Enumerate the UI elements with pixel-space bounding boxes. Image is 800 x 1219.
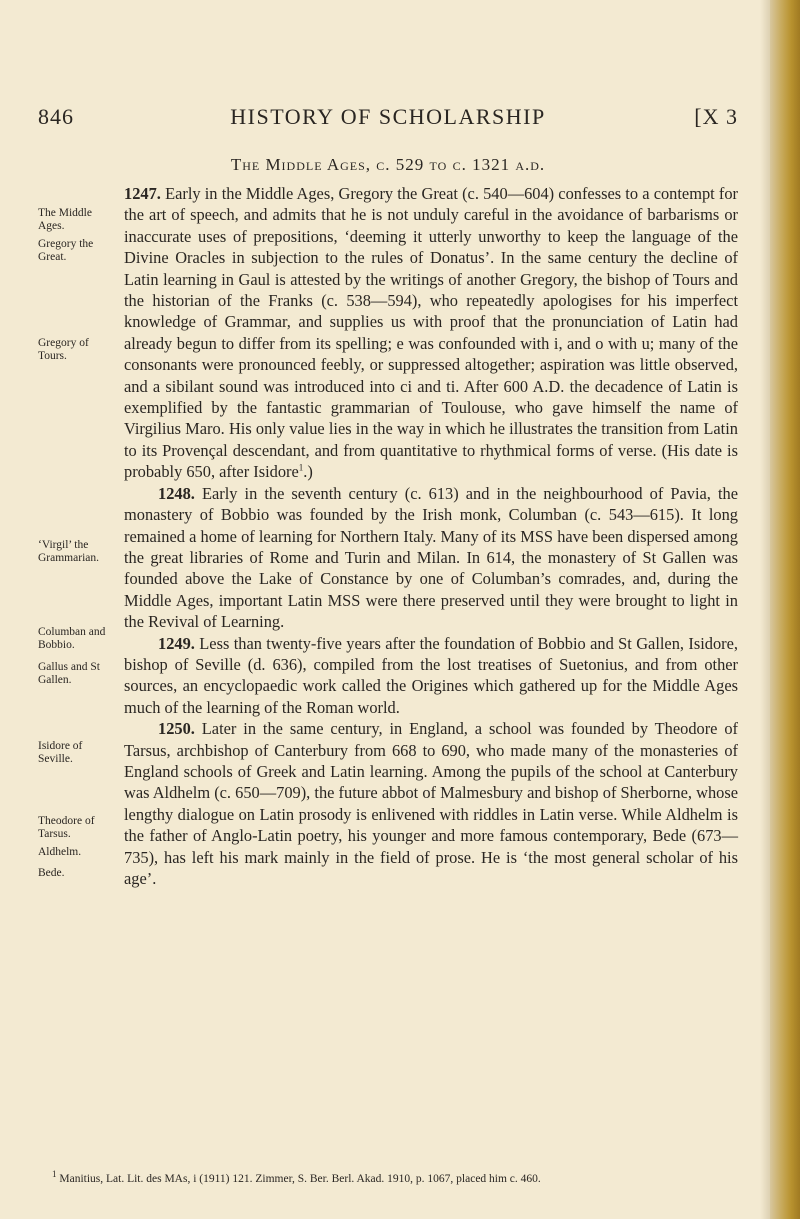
paragraph-text-1248: Early in the seventh century (c. 613) and in the neighbourhood of Pavia, the monastery of Bobbio was founded by the Irish monk, Columban (c. 543—615). It long remained a home of learning for Northern Italy. Many of its MSS have been dispersed among the great libraries of Rome and Turin and Milan. In 614, the monastery of St Gallen was founded above the Lake of Constance by one of Columban’s comrades, and, during the Middle Ages, important Latin MSS were there preserved until they were brought to light in the Revival of Learning. bbox=[124, 483, 738, 632]
footnote-1 bbox=[38, 1169, 738, 1187]
margin-note-theodore: Theodore of Tarsus. bbox=[38, 815, 95, 840]
footnote-text: Manitius, Lat. Lit. des MAs, i (1911) 121. Zimmer, S. Ber. Berl. Akad. 1910, p. 1067, placed him c. 460. bbox=[59, 1173, 541, 1185]
paragraph-number-1250: 1250. bbox=[158, 719, 195, 739]
margin-note-bede: Bede. bbox=[38, 866, 65, 879]
page-number: 846 bbox=[38, 104, 74, 129]
paragraph-1250 bbox=[38, 718, 738, 889]
margin-note-isidore: Isidore of Seville. bbox=[38, 740, 83, 765]
paragraph-1248 bbox=[38, 483, 738, 633]
margin-note-gregory-tours: Gregory of Tours. bbox=[38, 337, 89, 362]
section-marker: [X 3 bbox=[694, 104, 738, 129]
paragraph-text-1249: Less than twenty-five years after the foundation of Bobbio and St Gallen, Isidore, bishop of Seville (d. 636), compiled from the lost treatises of Suetonius, and from other sources, an encyclopaedic work called the Origines which gathered up for the Middle Ages much of the learning of the Roman world. bbox=[124, 633, 738, 717]
paragraph-number-1248: 1248. bbox=[158, 483, 195, 503]
margin-note-virgil: ‘Virgil’ the Grammarian. bbox=[38, 539, 99, 564]
margin-note-gallus: Gallus and St Gallen. bbox=[38, 661, 100, 686]
body-text bbox=[38, 183, 738, 889]
footnote bbox=[38, 1169, 738, 1187]
footnote-marker: 1 bbox=[52, 1169, 57, 1180]
book-edge bbox=[770, 0, 800, 1219]
paragraph-text-1247-end: .) bbox=[303, 462, 313, 482]
paragraph-1249 bbox=[38, 633, 738, 719]
margin-note-aldhelm: Aldhelm. bbox=[38, 846, 82, 858]
margin-note-gregory-great: Gregory the Great. bbox=[38, 238, 94, 263]
margin-note-middle-ages: The Middle Ages. bbox=[38, 207, 92, 232]
section-title: The Middle Ages, c. 529 to c. 1321 a.d. bbox=[230, 155, 546, 174]
footnote-ref: 1 bbox=[298, 462, 304, 473]
paragraph-number-1247: 1247. bbox=[124, 184, 161, 203]
paragraph-number-1249: 1249. bbox=[158, 633, 195, 653]
paragraph-1247 bbox=[38, 183, 738, 483]
paragraph-text-1250: Later in the same century, in England, a school was founded by Theodore of Tarsus, archbishop of Canterbury from 668 to 690, who made many of the monasteries of England schools of Greek and Latin learning. Among the pupils of the school at Canterbury was Aldhelm (c. 650—709), the future abbot of Malmesbury and bishop of Sherborne, whose lengthy dialogue on Latin prosody is enlivened with riddles in Latin verse. While Aldhelm is the father of Anglo-Latin poetry, his younger and more famous contemporary, Bede (673—735), has left his mark mainly in the field of prose. He is ‘the most general scholar of his age’. bbox=[124, 719, 738, 888]
page-edge-shadow bbox=[760, 0, 770, 1219]
margin-note-columban: Columban and Bobbio. bbox=[38, 626, 106, 651]
running-head bbox=[38, 104, 738, 134]
running-title: HISTORY OF SCHOLARSHIP bbox=[230, 104, 546, 129]
paragraph-text-1247: Early in the Middle Ages, Gregory the Great (c. 540—604) confesses to a contempt for the art of speech, and admits that he is not unduly careful in the avoidance of barbarisms or inaccurate uses of prepositions, ‘deeming it utterly unworthy to keep the language of the Divine Oracles in subjection to the rules of Donatus’. In the same century the decline of Latin learning in Gaul is attested by the writings of another Gregory, the bishop of Tours and the historian of the Franks (c. 538—594), who repeatedly apologises for his imperfect knowledge of Grammar, and supplies us with proof that the pronunciation of Latin had already begun to differ from its spelling; e was confounded with i, and o with u; many of the consonants were pronounced feebly, or suppressed altogether; aspiration was little observed, and a sibilant sound was introduced into ci and ti. After 600 A.D. the decadence of Latin is exemplified by the fantastic grammarian of Toulouse, who gave himself the name of Virgilius Maro. His only value lies in the way in which he illustrates the transition from Latin to its Provençal descendant, and from quantitative to rhythmical forms of verse. (His date is probably 650, after Isidore bbox=[124, 184, 738, 482]
